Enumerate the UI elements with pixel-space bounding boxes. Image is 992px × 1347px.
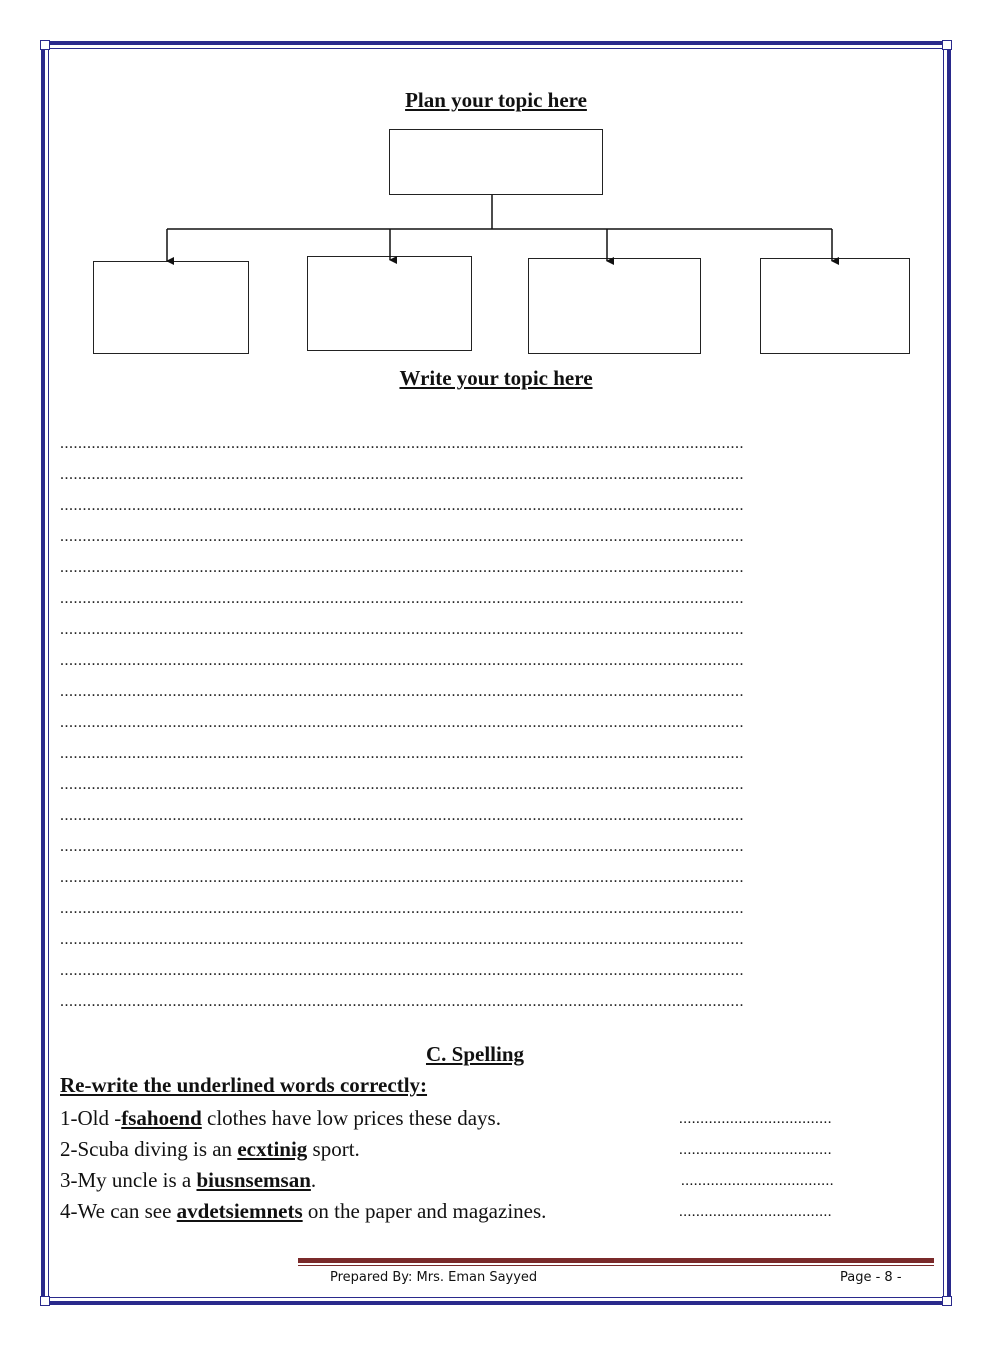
writing-line[interactable]: ........................................................................................................................................................	[60, 993, 744, 1010]
footer-rule	[298, 1258, 934, 1263]
spelling-question-1	[60, 1106, 501, 1131]
spelling-title: C. Spelling	[425, 1042, 525, 1066]
writing-line[interactable]: ........................................................................................................................................................	[60, 590, 744, 607]
writing-line[interactable]: ........................................................................................................................................................	[60, 869, 744, 886]
misspelled-word: ecxtinig	[237, 1137, 308, 1161]
question-text: sport.	[307, 1137, 360, 1161]
question-text: 2-Scuba diving is an	[60, 1137, 238, 1161]
answer-blank-1[interactable]: ....................................	[679, 1111, 832, 1127]
writing-line[interactable]: ........................................................................................................................................................	[60, 714, 744, 731]
writing-lines[interactable]	[60, 428, 930, 1017]
spelling-question-3	[60, 1168, 316, 1193]
footer-page-number: Page - 8 -	[840, 1270, 902, 1285]
spelling-question-2	[60, 1137, 360, 1162]
spelling-instruction: Re-write the underlined words correctly:	[60, 1073, 428, 1097]
footer-prepared-by: Prepared By: Mrs. Eman Sayyed	[330, 1270, 538, 1285]
writing-line[interactable]: ........................................................................................................................................................	[60, 807, 744, 824]
writing-line[interactable]: ........................................................................................................................................................	[60, 497, 744, 514]
question-text: 4-We can see	[60, 1199, 177, 1223]
footer-rule-thin	[298, 1265, 934, 1266]
writing-line[interactable]: ........................................................................................................................................................	[60, 962, 744, 979]
write-heading: Write your topic here	[399, 366, 593, 390]
question-text: on the paper and magazines.	[302, 1199, 547, 1223]
question-text: 3-My uncle is a	[60, 1168, 197, 1192]
writing-line[interactable]: ........................................................................................................................................................	[60, 621, 744, 638]
question-text: .	[310, 1168, 317, 1192]
answer-blank-4[interactable]: ....................................	[679, 1204, 832, 1220]
corner-ornament	[40, 1296, 50, 1306]
misspelled-word: biusnsemsan	[196, 1168, 311, 1192]
answer-blank-2[interactable]: ....................................	[679, 1142, 832, 1158]
mind-map-connectors	[0, 0, 992, 400]
writing-line[interactable]: ........................................................................................................................................................	[60, 776, 744, 793]
misspelled-word: avdetsiemnets	[176, 1199, 303, 1223]
corner-ornament	[942, 1296, 952, 1306]
plan-heading: Plan your topic here	[405, 88, 587, 112]
writing-line[interactable]: ........................................................................................................................................................	[60, 528, 744, 545]
spelling-question-4	[60, 1199, 546, 1224]
writing-line[interactable]: ........................................................................................................................................................	[60, 745, 744, 762]
answer-blank-3[interactable]: ....................................	[681, 1173, 834, 1189]
writing-line[interactable]: ........................................................................................................................................................	[60, 435, 744, 452]
writing-line[interactable]: ........................................................................................................................................................	[60, 900, 744, 917]
writing-line[interactable]: ........................................................................................................................................................	[60, 466, 744, 483]
writing-line[interactable]: ........................................................................................................................................................	[60, 838, 744, 855]
writing-line[interactable]: ........................................................................................................................................................	[60, 683, 744, 700]
writing-line[interactable]: ........................................................................................................................................................	[60, 652, 744, 669]
question-text: 1-Old -	[60, 1106, 122, 1130]
writing-line[interactable]: ........................................................................................................................................................	[60, 931, 744, 948]
question-text: clothes have low prices these days.	[201, 1106, 501, 1130]
writing-line[interactable]: ........................................................................................................................................................	[60, 559, 744, 576]
misspelled-word: fsahoend	[121, 1106, 202, 1130]
